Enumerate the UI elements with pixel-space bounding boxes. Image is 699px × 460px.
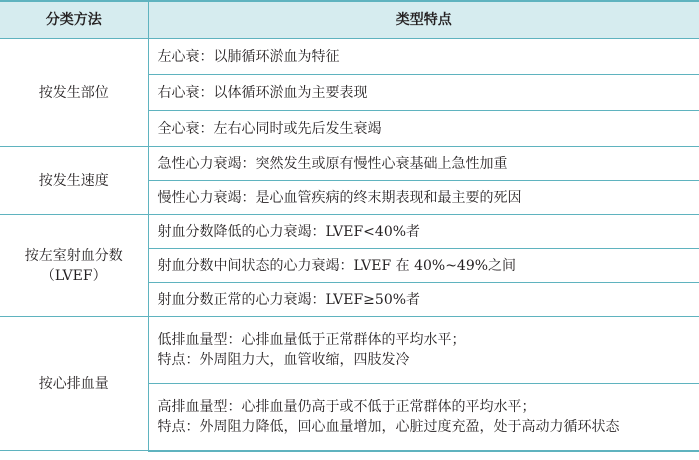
table-row	[0, 215, 699, 249]
table-cell: 射血分数降低的心力衰竭：LVEF<40%者	[148, 215, 699, 249]
table-row	[0, 317, 699, 384]
group-label-speed: 按发生速度	[0, 147, 148, 215]
cell-line: 高排血量型：心排血量仍高于或不低于正常群体的平均水平；	[157, 398, 536, 415]
table-cell: 射血分数正常的心力衰竭：LVEF≥50%者	[148, 283, 699, 317]
table-row	[0, 39, 699, 75]
table-cell	[148, 317, 699, 384]
cell-line: 特点：外周阻力大，血管收缩，四肢发冷	[157, 352, 410, 368]
table-cell: 射血分数中间状态的心力衰竭：LVEF 在 40%~49%之间	[148, 249, 699, 283]
header-row	[0, 1, 699, 39]
group-label-lvef-line1: 按左室射血分数	[24, 247, 123, 264]
group-label-site: 按发生部位	[0, 39, 148, 147]
table-cell	[148, 384, 699, 451]
header-classification-method: 分类方法	[0, 1, 148, 39]
group-label-output: 按心排血量	[0, 317, 148, 451]
cell-line: 低排血量型：心排血量低于正常群体的平均水平；	[157, 332, 466, 348]
header-type-features: 类型特点	[148, 1, 699, 39]
table-cell: 右心衰：以体循环淤血为主要表现	[148, 75, 699, 111]
table-cell: 急性心力衰竭：突然发生或原有慢性心衰基础上急性加重	[148, 147, 699, 181]
cell-line: 特点：外周阻力降低，回心血量增加，心脏过度充盈，处于高动力循环状态	[157, 418, 620, 435]
group-label-lvef-line2: （LVEF）	[40, 267, 107, 284]
table-row	[0, 147, 699, 181]
group-label-lvef	[0, 215, 148, 317]
table-cell: 左心衰：以肺循环淤血为特征	[148, 39, 699, 75]
table-cell: 全心衰：左右心同时或先后发生衰竭	[148, 111, 699, 147]
table-cell: 慢性心力衰竭：是心血管疾病的终末期表现和最主要的死因	[148, 181, 699, 215]
